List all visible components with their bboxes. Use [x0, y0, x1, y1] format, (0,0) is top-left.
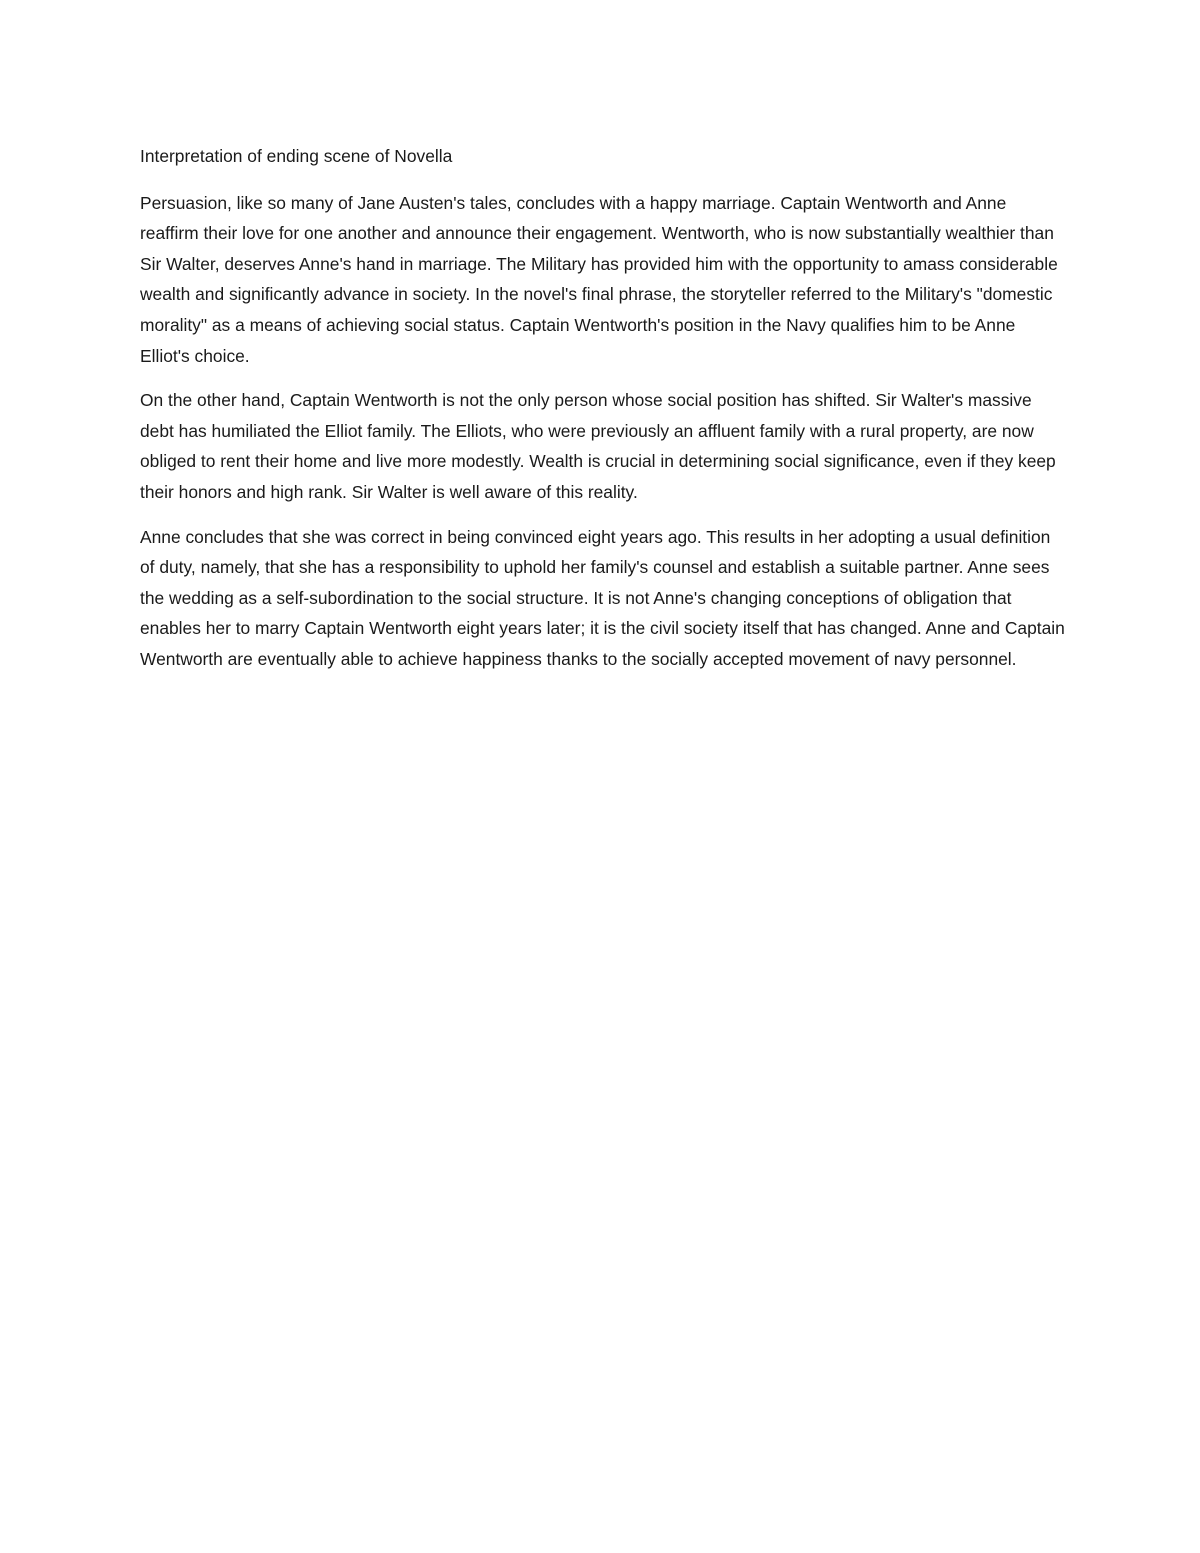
paragraph-2: On the other hand, Captain Wentworth is not the only person whose social position has shifted. Sir Walter's massive debt has humiliated the Elliot family. The Elliots, who were previously an affluent family with a rural property, are now obliged to rent their home and live more modestly. Wealth is crucial in determining social significance, even if they keep their honors and high rank. Sir Walter is well aware of this reality.	[140, 390, 1056, 502]
document-title: Interpretation of ending scene of Novella	[140, 146, 453, 166]
document-body	[140, 141, 1065, 689]
paragraph-1: Persuasion, like so many of Jane Austen's tales, concludes with a happy marriage. Captain Wentworth and Anne reaffirm their love for one another and announce their engagement. Wentworth, who is now substantially wealthier than Sir Walter, deserves Anne's hand in marriage. The Military has provided him with the opportunity to amass considerable wealth and significantly advance in society. In the novel's final phrase, the storyteller referred to the Military's "domestic morality" as a means of achieving social status. Captain Wentworth's position in the Navy qualifies him to be Anne Elliot's choice.	[140, 192, 1058, 366]
paragraph-3: Anne concludes that she was correct in being convinced eight years ago. This results in her adopting a usual definition of duty, namely, that she has a responsibility to uphold her family's counsel and establish a suitable partner. Anne sees the wedding as a self-subordination to the social structure. It is not Anne's changing conceptions of obligation that enables her to marry Captain Wentworth eight years later; it is the civil society itself that has changed. Anne and Captain Wentworth are eventually able to achieve happiness thanks to the socially accepted movement of navy personnel.	[140, 526, 1065, 669]
